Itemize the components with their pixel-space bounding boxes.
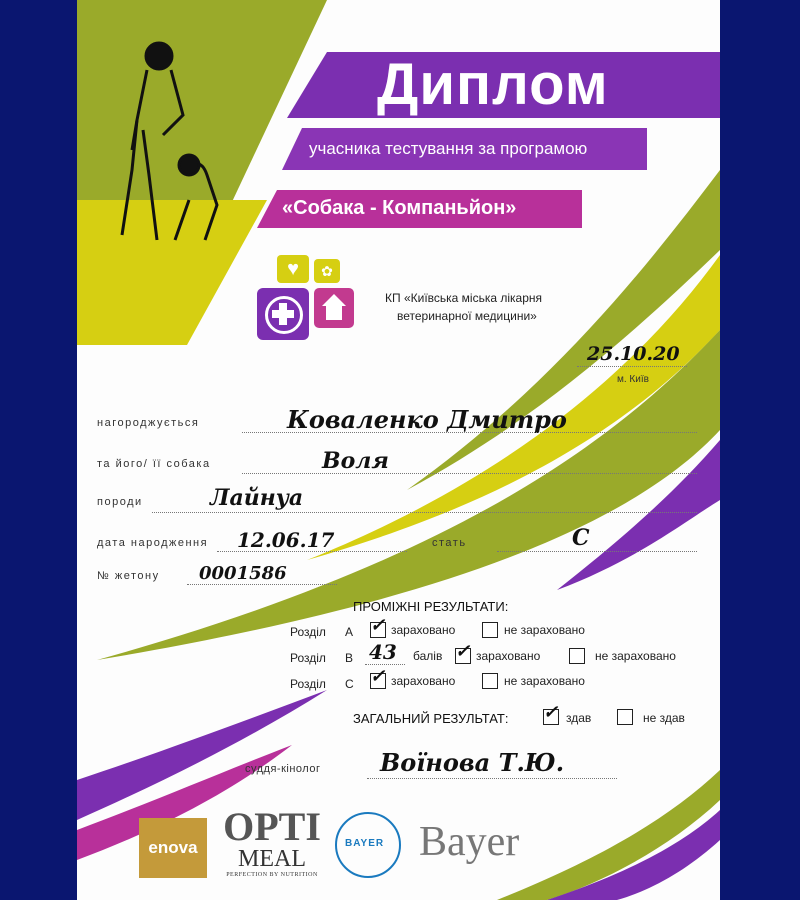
dog-value: Воля bbox=[322, 448, 389, 474]
judge-value: Воїнова Т.Ю. bbox=[380, 748, 565, 777]
section-b-letter: В bbox=[345, 651, 354, 665]
date-value: 25.10.20 bbox=[587, 343, 680, 365]
section-b-label: Розділ bbox=[290, 651, 326, 665]
section-b-failed-label: не зараховано bbox=[595, 649, 676, 663]
diploma-subtitle: учасника тестування за програмою bbox=[309, 139, 588, 158]
awarded-value: Коваленко Дмитро bbox=[287, 405, 567, 434]
home-icon bbox=[314, 288, 354, 328]
organization-line1: КП «Київська міська лікарня bbox=[385, 291, 543, 305]
sex-label: стать bbox=[432, 537, 467, 549]
paw-icon: ✿ bbox=[314, 259, 340, 283]
breed-value: Лайнуа bbox=[210, 485, 304, 511]
section-a-letter: А bbox=[345, 625, 354, 639]
token-label: № жетону bbox=[97, 570, 160, 582]
program-name: «Собака - Компаньйон» bbox=[282, 197, 517, 219]
section-a-passed-label: зараховано bbox=[391, 623, 456, 637]
heart-icon: ♥ bbox=[277, 255, 309, 283]
section-a-failed-label: не зараховано bbox=[504, 623, 585, 637]
sex-value: С bbox=[572, 525, 590, 551]
bayer-cross-horizontal: BAYER bbox=[345, 838, 385, 849]
section-b-failed-checkbox bbox=[569, 648, 585, 664]
plus-icon bbox=[257, 288, 309, 340]
city: м. Київ bbox=[617, 374, 649, 385]
section-c-letter: С bbox=[345, 677, 354, 691]
section-c-passed-label: зараховано bbox=[391, 674, 456, 688]
organization-line2: ветеринарної медицини» bbox=[397, 309, 537, 323]
birth-value: 12.06.17 bbox=[237, 528, 335, 552]
diploma-sheet bbox=[77, 0, 720, 900]
section-c-failed-checkbox bbox=[482, 673, 498, 689]
awarded-label: нагороджується bbox=[97, 417, 200, 429]
judge-label: суддя-кінолог bbox=[245, 763, 321, 775]
section-c-failed-label: не зараховано bbox=[504, 674, 585, 688]
section-a-passed-checkbox: ✓ bbox=[370, 615, 386, 636]
section-b-score: 43 bbox=[369, 640, 397, 664]
breed-label: породи bbox=[97, 496, 143, 508]
optimeal-logo bbox=[217, 804, 327, 888]
overall-result-label: ЗАГАЛЬНИЙ РЕЗУЛЬТАТ: bbox=[353, 711, 509, 726]
results-heading: ПРОМІЖНІ РЕЗУЛЬТАТИ: bbox=[353, 599, 509, 614]
bayer-cross-logo bbox=[335, 812, 401, 878]
dog-label: та його/ її собака bbox=[97, 458, 211, 470]
optimeal-top: OPTI bbox=[223, 804, 321, 849]
overall-fail-checkbox bbox=[617, 709, 633, 725]
enova-logo: enova bbox=[139, 818, 207, 878]
bayer-wordmark: Bayer bbox=[419, 819, 520, 865]
section-a-failed-checkbox bbox=[482, 622, 498, 638]
optimeal-bottom: MEAL bbox=[238, 846, 306, 872]
section-c-passed-checkbox: ✓ bbox=[370, 666, 386, 687]
diploma-title: Диплом bbox=[377, 52, 609, 117]
birth-label: дата народження bbox=[97, 537, 209, 549]
clinic-logo bbox=[257, 255, 357, 345]
overall-fail-label: не здав bbox=[643, 711, 685, 725]
section-a-label: Розділ bbox=[290, 625, 326, 639]
section-b-points-label: балів bbox=[413, 649, 443, 663]
section-c-label: Розділ bbox=[290, 677, 326, 691]
section-b-passed-checkbox: ✓ bbox=[455, 641, 471, 662]
overall-pass-checkbox: ✓ bbox=[543, 702, 559, 723]
optimeal-tagline: PERFECTION BY NUTRITION bbox=[226, 872, 318, 878]
token-value: 0001586 bbox=[199, 563, 287, 584]
section-b-passed-label: зараховано bbox=[476, 649, 541, 663]
overall-pass-label: здав bbox=[566, 711, 592, 725]
